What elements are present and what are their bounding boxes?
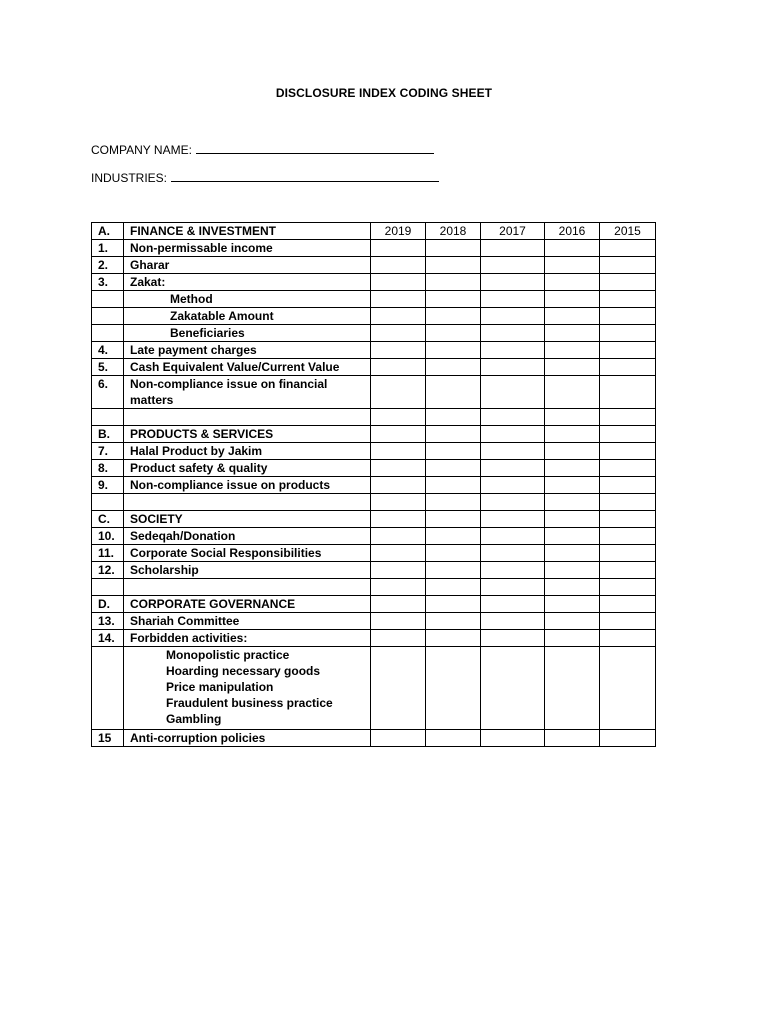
score-cell[interactable] bbox=[426, 545, 481, 562]
item-number: 4. bbox=[92, 342, 124, 359]
score-cell[interactable] bbox=[600, 359, 656, 376]
score-cell[interactable] bbox=[426, 562, 481, 579]
year-header: 2015 bbox=[600, 223, 656, 240]
score-cell[interactable] bbox=[600, 325, 656, 342]
score-cell[interactable] bbox=[545, 376, 600, 409]
item-number bbox=[92, 325, 124, 342]
item-number: 6. bbox=[92, 376, 124, 409]
item-number: 1. bbox=[92, 240, 124, 257]
score-cell[interactable] bbox=[481, 596, 545, 613]
item-label: Scholarship bbox=[124, 562, 371, 579]
score-cell[interactable] bbox=[371, 443, 426, 460]
score-cell[interactable] bbox=[600, 426, 656, 443]
score-cell[interactable] bbox=[426, 511, 481, 528]
score-cell[interactable] bbox=[426, 240, 481, 257]
score-cell[interactable] bbox=[600, 545, 656, 562]
item-label: Anti-corruption policies bbox=[124, 730, 371, 747]
sub-item-cell bbox=[124, 325, 371, 342]
score-cell[interactable] bbox=[481, 342, 545, 359]
item-number: 10. bbox=[92, 528, 124, 545]
sub-item-label: Zakatable Amount bbox=[170, 309, 274, 323]
score-cell[interactable] bbox=[481, 528, 545, 545]
score-cell[interactable] bbox=[426, 308, 481, 325]
item-number: 11. bbox=[92, 545, 124, 562]
score-cell[interactable] bbox=[545, 647, 600, 730]
score-cell[interactable] bbox=[371, 477, 426, 494]
score-cell[interactable] bbox=[600, 376, 656, 409]
section-c-header-row bbox=[92, 511, 656, 528]
score-cell[interactable] bbox=[600, 511, 656, 528]
section-name: CORPORATE GOVERNANCE bbox=[124, 596, 371, 613]
year-header: 2019 bbox=[371, 223, 426, 240]
section-letter: B. bbox=[92, 426, 124, 443]
section-name: PRODUCTS & SERVICES bbox=[124, 426, 371, 443]
table-row bbox=[92, 325, 656, 342]
score-cell[interactable] bbox=[481, 359, 545, 376]
section-letter: A. bbox=[92, 223, 124, 240]
score-cell[interactable] bbox=[545, 511, 600, 528]
score-cell[interactable] bbox=[426, 596, 481, 613]
forbidden-activities-list bbox=[124, 647, 371, 730]
score-cell[interactable] bbox=[371, 630, 426, 647]
table-row bbox=[92, 376, 656, 409]
score-cell[interactable] bbox=[545, 308, 600, 325]
item-label: Gharar bbox=[124, 257, 371, 274]
sub-item-label: Monopolistic practice bbox=[166, 648, 290, 662]
score-cell[interactable] bbox=[600, 308, 656, 325]
score-cell[interactable] bbox=[426, 460, 481, 477]
score-cell[interactable] bbox=[371, 511, 426, 528]
table-row bbox=[92, 647, 656, 730]
company-name-field bbox=[91, 142, 434, 157]
section-name: SOCIETY bbox=[124, 511, 371, 528]
sub-item-label: Hoarding necessary goods bbox=[166, 664, 321, 678]
score-cell[interactable] bbox=[545, 325, 600, 342]
score-cell[interactable] bbox=[481, 240, 545, 257]
score-cell[interactable] bbox=[545, 426, 600, 443]
table-row bbox=[92, 291, 656, 308]
score-cell[interactable] bbox=[600, 274, 656, 291]
item-label: Corporate Social Responsibilities bbox=[124, 545, 371, 562]
score-cell[interactable] bbox=[371, 274, 426, 291]
score-cell[interactable] bbox=[600, 477, 656, 494]
score-cell[interactable] bbox=[371, 376, 426, 409]
disclosure-index-table bbox=[91, 222, 656, 747]
score-cell[interactable] bbox=[545, 528, 600, 545]
score-cell[interactable] bbox=[371, 596, 426, 613]
score-cell[interactable] bbox=[600, 562, 656, 579]
score-cell[interactable] bbox=[371, 613, 426, 630]
table-row bbox=[92, 528, 656, 545]
score-cell[interactable] bbox=[481, 647, 545, 730]
industries-field bbox=[91, 170, 439, 185]
score-cell[interactable] bbox=[371, 291, 426, 308]
score-cell[interactable] bbox=[371, 325, 426, 342]
table-row bbox=[92, 630, 656, 647]
score-cell[interactable] bbox=[600, 528, 656, 545]
item-number bbox=[92, 647, 124, 730]
item-number: 7. bbox=[92, 443, 124, 460]
score-cell[interactable] bbox=[426, 630, 481, 647]
score-cell[interactable] bbox=[600, 443, 656, 460]
score-cell[interactable] bbox=[600, 613, 656, 630]
section-letter: C. bbox=[92, 511, 124, 528]
item-label: Forbidden activities: bbox=[124, 630, 371, 647]
company-name-label: COMPANY NAME: bbox=[91, 143, 192, 157]
score-cell[interactable] bbox=[545, 274, 600, 291]
score-cell[interactable] bbox=[371, 240, 426, 257]
item-label: Zakat: bbox=[124, 274, 371, 291]
item-number bbox=[92, 291, 124, 308]
score-cell[interactable] bbox=[481, 291, 545, 308]
section-name: FINANCE & INVESTMENT bbox=[124, 223, 371, 240]
score-cell[interactable] bbox=[600, 291, 656, 308]
score-cell[interactable] bbox=[545, 240, 600, 257]
item-label: Non-permissable income bbox=[124, 240, 371, 257]
item-label: Cash Equivalent Value/Current Value bbox=[124, 359, 371, 376]
item-number bbox=[92, 308, 124, 325]
sub-item-label: Beneficiaries bbox=[170, 326, 245, 340]
section-b-header-row bbox=[92, 426, 656, 443]
sub-item-label: Price manipulation bbox=[166, 680, 274, 694]
score-cell[interactable] bbox=[426, 613, 481, 630]
sub-item-label: Method bbox=[170, 292, 213, 306]
score-cell[interactable] bbox=[426, 477, 481, 494]
score-cell[interactable] bbox=[545, 630, 600, 647]
industries-blank[interactable] bbox=[171, 170, 439, 182]
score-cell[interactable] bbox=[545, 342, 600, 359]
item-number: 9. bbox=[92, 477, 124, 494]
score-cell[interactable] bbox=[426, 528, 481, 545]
item-label: Non-compliance issue on products bbox=[124, 477, 371, 494]
score-cell[interactable] bbox=[545, 359, 600, 376]
score-cell[interactable] bbox=[545, 613, 600, 630]
sub-item-label: Fraudulent business practice bbox=[166, 696, 333, 710]
score-cell[interactable] bbox=[545, 596, 600, 613]
score-cell[interactable] bbox=[481, 257, 545, 274]
item-number: 13. bbox=[92, 613, 124, 630]
score-cell[interactable] bbox=[426, 359, 481, 376]
score-cell[interactable] bbox=[426, 274, 481, 291]
item-number: 3. bbox=[92, 274, 124, 291]
table-row bbox=[92, 359, 656, 376]
table-row bbox=[92, 613, 656, 630]
score-cell[interactable] bbox=[545, 291, 600, 308]
table-row bbox=[92, 257, 656, 274]
table-row bbox=[92, 342, 656, 359]
score-cell[interactable] bbox=[600, 460, 656, 477]
score-cell[interactable] bbox=[371, 545, 426, 562]
sub-item-cell bbox=[124, 291, 371, 308]
item-label: Shariah Committee bbox=[124, 613, 371, 630]
score-cell[interactable] bbox=[481, 511, 545, 528]
score-cell[interactable] bbox=[545, 443, 600, 460]
score-cell[interactable] bbox=[481, 562, 545, 579]
year-header: 2018 bbox=[426, 223, 481, 240]
score-cell[interactable] bbox=[426, 257, 481, 274]
score-cell[interactable] bbox=[371, 528, 426, 545]
score-cell[interactable] bbox=[481, 443, 545, 460]
score-cell[interactable] bbox=[481, 545, 545, 562]
score-cell[interactable] bbox=[481, 730, 545, 747]
table-row bbox=[92, 730, 656, 747]
sub-item-label: Gambling bbox=[166, 712, 222, 726]
score-cell[interactable] bbox=[371, 426, 426, 443]
company-name-blank[interactable] bbox=[196, 142, 434, 154]
score-cell[interactable] bbox=[481, 613, 545, 630]
table-row bbox=[92, 477, 656, 494]
spacer-row bbox=[92, 579, 656, 596]
score-cell[interactable] bbox=[545, 562, 600, 579]
item-label: Sedeqah/Donation bbox=[124, 528, 371, 545]
table-row bbox=[92, 562, 656, 579]
score-cell[interactable] bbox=[371, 359, 426, 376]
item-number: 14. bbox=[92, 630, 124, 647]
score-cell[interactable] bbox=[600, 240, 656, 257]
item-number: 5. bbox=[92, 359, 124, 376]
score-cell[interactable] bbox=[426, 730, 481, 747]
table-row bbox=[92, 443, 656, 460]
spacer-row bbox=[92, 409, 656, 426]
score-cell[interactable] bbox=[426, 325, 481, 342]
score-cell[interactable] bbox=[600, 257, 656, 274]
year-header: 2016 bbox=[545, 223, 600, 240]
score-cell[interactable] bbox=[426, 647, 481, 730]
score-cell[interactable] bbox=[426, 291, 481, 308]
score-cell[interactable] bbox=[600, 630, 656, 647]
score-cell[interactable] bbox=[600, 730, 656, 747]
section-letter: D. bbox=[92, 596, 124, 613]
item-label: Non-compliance issue on financial matters bbox=[124, 376, 371, 409]
page-title: DISCLOSURE INDEX CODING SHEET bbox=[275, 86, 493, 100]
score-cell[interactable] bbox=[371, 460, 426, 477]
score-cell[interactable] bbox=[481, 376, 545, 409]
score-cell[interactable] bbox=[545, 460, 600, 477]
item-label: Product safety & quality bbox=[124, 460, 371, 477]
score-cell[interactable] bbox=[600, 342, 656, 359]
score-cell[interactable] bbox=[371, 257, 426, 274]
score-cell[interactable] bbox=[426, 342, 481, 359]
score-cell[interactable] bbox=[371, 342, 426, 359]
table-row bbox=[92, 308, 656, 325]
year-header: 2017 bbox=[481, 223, 545, 240]
table-row bbox=[92, 460, 656, 477]
score-cell[interactable] bbox=[481, 308, 545, 325]
score-cell[interactable] bbox=[426, 443, 481, 460]
score-cell[interactable] bbox=[481, 630, 545, 647]
table-row bbox=[92, 545, 656, 562]
score-cell[interactable] bbox=[481, 477, 545, 494]
score-cell[interactable] bbox=[481, 460, 545, 477]
sub-item-cell bbox=[124, 308, 371, 325]
score-cell[interactable] bbox=[371, 647, 426, 730]
item-label: Halal Product by Jakim bbox=[124, 443, 371, 460]
score-cell[interactable] bbox=[426, 426, 481, 443]
score-cell[interactable] bbox=[481, 426, 545, 443]
score-cell[interactable] bbox=[600, 596, 656, 613]
score-cell[interactable] bbox=[545, 545, 600, 562]
score-cell[interactable] bbox=[481, 274, 545, 291]
item-number: 8. bbox=[92, 460, 124, 477]
score-cell[interactable] bbox=[371, 308, 426, 325]
score-cell[interactable] bbox=[545, 257, 600, 274]
item-number: 2. bbox=[92, 257, 124, 274]
section-d-header-row bbox=[92, 596, 656, 613]
spacer-row bbox=[92, 494, 656, 511]
table-row bbox=[92, 240, 656, 257]
score-cell[interactable] bbox=[371, 562, 426, 579]
score-cell[interactable] bbox=[600, 647, 656, 730]
table-row bbox=[92, 274, 656, 291]
item-number: 15 bbox=[92, 730, 124, 747]
score-cell[interactable] bbox=[545, 477, 600, 494]
section-a-header-row bbox=[92, 223, 656, 240]
score-cell[interactable] bbox=[426, 376, 481, 409]
score-cell[interactable] bbox=[371, 730, 426, 747]
score-cell[interactable] bbox=[481, 325, 545, 342]
score-cell[interactable] bbox=[545, 730, 600, 747]
item-number: 12. bbox=[92, 562, 124, 579]
industries-label: INDUSTRIES: bbox=[91, 171, 168, 185]
item-label: Late payment charges bbox=[124, 342, 371, 359]
